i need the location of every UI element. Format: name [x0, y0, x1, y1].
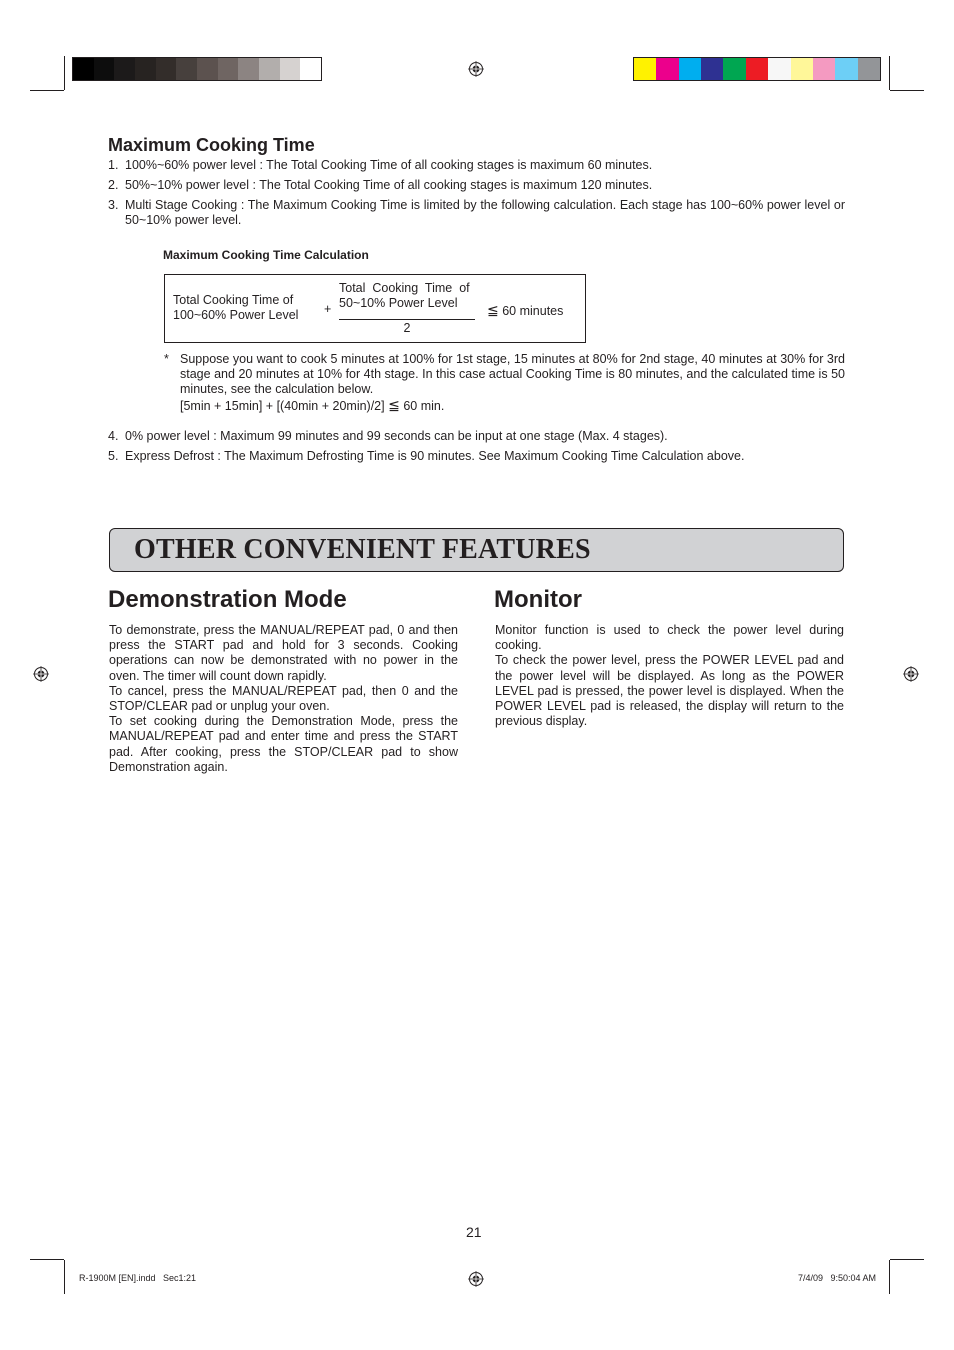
calculation-example-note: [164, 352, 845, 414]
paragraph: Monitor function is used to check the power level during cooking.: [495, 623, 844, 653]
grayscale-color-bar: [72, 57, 322, 81]
crop-mark: [890, 90, 924, 91]
crop-mark: [890, 1259, 924, 1260]
list-number: 2.: [108, 178, 119, 192]
formula-left-line1: Total Cooking Time of: [173, 293, 294, 307]
color-swatch: [218, 58, 239, 80]
calculation-formula-box: [164, 274, 586, 343]
page-number: 21: [466, 1224, 482, 1240]
note-formula-result: 60 min.: [403, 398, 445, 413]
formula-left-line2: 100~60% Power Level: [173, 308, 299, 322]
color-swatch: [300, 58, 321, 80]
list-text: 0% power level : Maximum 99 minutes and 99 seconds can be input at one stage (Max. 4 stages).: [125, 429, 668, 443]
crop-mark: [64, 56, 65, 90]
less-equal-icon: ≦: [487, 302, 499, 318]
fraction-bar: [339, 319, 475, 320]
list-number: 1.: [108, 158, 119, 172]
formula-result-value: 60 minutes: [502, 304, 564, 318]
paragraph: To cancel, press the MANUAL/REPEAT pad, then 0 and the STOP/CLEAR pad or unplug your oven.: [109, 683, 458, 714]
crop-mark: [64, 1260, 65, 1294]
color-swatch: [701, 58, 723, 80]
formula-result: [487, 303, 563, 319]
note-text: Suppose you want to cook 5 minutes at 100% for 1st stage, 15 minutes at 80% for 2nd stage, 40 minutes at 30% for 3rd stage and 20 minutes at 10% for 4th stage. In this case actual Cooking Time is 80 minutes, and the calculated time is 50 minutes, see the calculation below.: [180, 352, 845, 397]
crop-mark: [889, 56, 890, 90]
color-swatch: [94, 58, 115, 80]
color-swatch: [835, 58, 857, 80]
color-swatch: [259, 58, 280, 80]
color-swatch: [746, 58, 768, 80]
formula-plus-sign: +: [324, 302, 332, 316]
formula-left-term: [173, 293, 313, 323]
crop-mark: [889, 1260, 890, 1294]
color-swatch: [791, 58, 813, 80]
color-swatch: [858, 58, 880, 80]
registration-mark-icon: [468, 61, 484, 77]
monitor-heading: Monitor: [494, 586, 582, 613]
print-timestamp: 7/4/09 9:50:04 AM: [798, 1273, 877, 1283]
color-swatch: [238, 58, 259, 80]
color-swatch: [656, 58, 678, 80]
file-info: R-1900M [EN].indd Sec1:21: [79, 1273, 197, 1283]
list-item: [108, 198, 845, 228]
formula-denominator: 2: [403, 321, 411, 335]
paragraph: To demonstrate, press the MANUAL/REPEAT pad, 0 and then press the START pad and hold for 3 seconds. Cooking operations can now be demonstrated with no power in the oven. The timer will count down rapidly.: [109, 623, 458, 683]
color-swatch: [135, 58, 156, 80]
list-text: 100%~60% power level : The Total Cooking Time of all cooking stages is maximum 60 minutes.: [125, 158, 653, 172]
crop-mark: [30, 90, 64, 91]
section-heading-max-cooking-time: Maximum Cooking Time: [108, 135, 315, 155]
color-swatch: [114, 58, 135, 80]
color-swatch: [280, 58, 301, 80]
list-text: Express Defrost : The Maximum Defrosting Time is 90 minutes. See Maximum Cooking Time Calculation above.: [125, 449, 745, 463]
list-item: [108, 449, 845, 464]
calculation-title: Maximum Cooking Time Calculation: [163, 248, 369, 262]
note-formula-expression: [5min + 15min] + [(40min + 20min)/2]: [180, 398, 385, 413]
list-text: Multi Stage Cooking : The Maximum Cooking Time is limited by the following calculation. Each stage has 100~60% power level or 50~10% power level.: [125, 198, 845, 227]
crop-mark: [30, 1259, 64, 1260]
process-color-bar: [633, 57, 881, 81]
list-item: [108, 158, 845, 173]
color-swatch: [634, 58, 656, 80]
color-swatch: [197, 58, 218, 80]
list-text: 50%~10% power level : The Total Cooking Time of all cooking stages is maximum 120 minutes.: [125, 178, 653, 192]
less-equal-icon: ≦: [388, 396, 400, 413]
paragraph: To check the power level, press the POWER LEVEL pad and the power level will be displayed. As long as the POWER LEVEL pad is pressed, the power level is displayed. When the POWER LEVEL pad is released, the display will return to the previous display.: [495, 653, 844, 729]
formula-numerator-line2: 50~10% Power Level: [339, 296, 458, 310]
note-asterisk: *: [164, 352, 169, 366]
list-number: 4.: [108, 429, 119, 443]
color-swatch: [679, 58, 701, 80]
banner-title: OTHER CONVENIENT FEATURES: [134, 534, 591, 565]
paragraph: To set cooking during the Demonstration Mode, press the MANUAL/REPEAT pad and enter time and press the START pad. After cooking, press the STOP/CLEAR pad to show Demonstration again.: [109, 714, 458, 774]
list-number: 3.: [108, 198, 119, 212]
monitor-text: [495, 623, 844, 729]
color-swatch: [813, 58, 835, 80]
list-number: 5.: [108, 449, 119, 463]
color-swatch: [156, 58, 177, 80]
formula-fraction: [339, 281, 475, 336]
demonstration-mode-text: [109, 623, 458, 775]
formula-numerator-line1: Total Cooking Time of: [339, 281, 470, 295]
registration-mark-icon: [33, 666, 49, 682]
section-banner: [109, 528, 844, 572]
registration-mark-icon: [468, 1271, 484, 1287]
demonstration-mode-heading: Demonstration Mode: [108, 586, 347, 613]
color-swatch: [768, 58, 790, 80]
color-swatch: [176, 58, 197, 80]
color-swatch: [723, 58, 745, 80]
list-item: [108, 178, 845, 193]
color-swatch: [73, 58, 94, 80]
list-item: [108, 429, 845, 444]
note-formula: [180, 398, 845, 414]
registration-mark-icon: [903, 666, 919, 682]
